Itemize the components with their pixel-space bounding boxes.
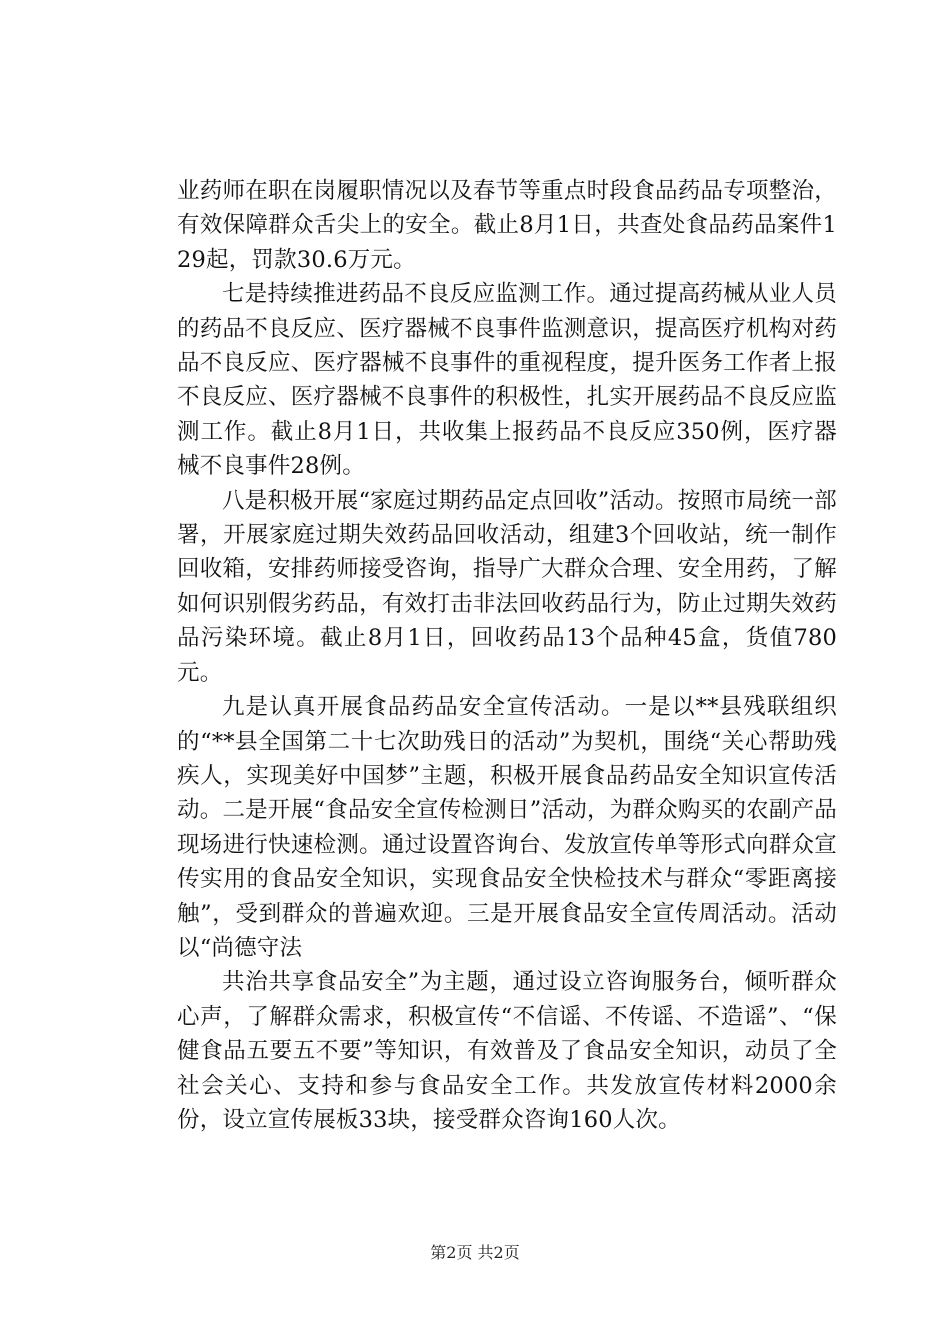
paragraph-3: 八是积极开展“家庭过期药品定点回收”活动。按照市局统一部署，开展家庭过期失效药品回收活动，组建3个回收站，统一制作回收箱，安排药师接受咨询，指导广大群众合理、安全用药，了解如何识别假劣药品，有效打击非法回收药品行为，防止过期失效药品污染环境。截止8月1日，回收药品13个品种45盒，货值780元。 [177,487,837,686]
paragraph-2: 七是持续推进药品不良反应监测工作。通过提高药械从业人员的药品不良反应、医疗器械不良事件监测意识，提高医疗机构对药品不良反应、医疗器械不良事件的重视程度，提升医务工作者上报不良反应、医疗器械不良事件的积极性，扎实开展药品不良反应监测工作。截止8月1日，共收集上报药品不良反应350例，医疗器械不良事件28例。 [177,281,837,480]
page-number-footer: 第2页 共2页 [430,1243,520,1262]
paragraph-4: 九是认真开展食品药品安全宣传活动。一是以**县残联组织的“**县全国第二十七次助残日的活动”为契机，围绕“关心帮助残疾人，实现美好中国梦”主题，积极开展食品药品安全知识宣传活动。二是开展“食品安全宣传检测日”活动，为群众购买的农副产品现场进行快速检测。通过设置咨询台、发放宣传单等形式向群众宣传实用的食品安全知识，实现食品安全快检技术与群众“零距离接触”，受到群众的普遍欢迎。三是开展食品安全宣传周活动。活动以“尚德守法 [177,694,837,961]
paragraph-1: 业药师在职在岗履职情况以及春节等重点时段食品药品专项整治，有效保障群众舌尖上的安全。截止8月1日，共查处食品药品案件129起，罚款30.6万元。 [177,178,837,273]
paragraph-5: 共治共享食品安全”为主题，通过设立咨询服务台，倾听群众心声，了解群众需求，积极宣传“不信谣、不传谣、不造谣”、“保健食品五要五不要”等知识，有效普及了食品安全知识，动员了全社会关心、支持和参与食品安全工作。共发放宣传材料2000余份，设立宣传展板33块，接受群众咨询160人次。 [177,969,837,1133]
document-body [177,174,837,1137]
